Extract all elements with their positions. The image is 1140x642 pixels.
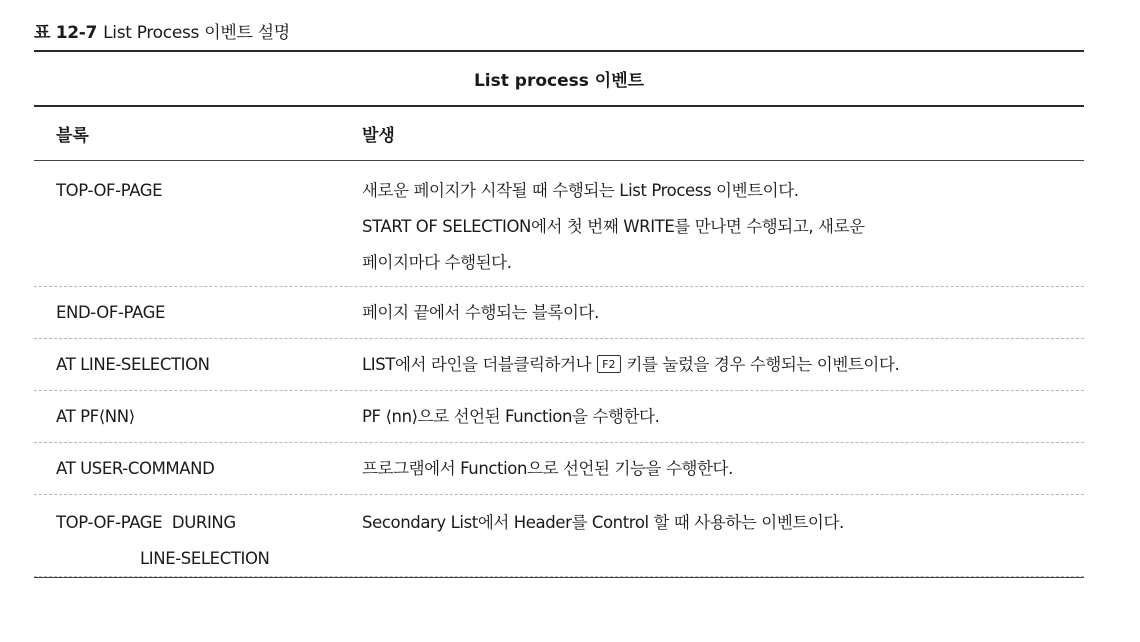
caption-text: List Process 이벤트 설명	[103, 23, 290, 43]
header-occurrence: 발생	[362, 126, 395, 146]
table-row	[34, 443, 1084, 495]
row-block-line: TOP-OF-PAGE DURING	[56, 513, 236, 532]
row-desc	[330, 339, 1084, 390]
row-desc-line: 새로운 페이지가 시작될 때 수행되는 List Process 이벤트이다.	[362, 181, 799, 200]
table-row	[34, 287, 1084, 339]
row-desc-after: 키를 눌렀을 경우 수행되는 이벤트이다.	[626, 355, 900, 374]
table-header	[34, 107, 1084, 160]
row-desc	[330, 161, 1084, 286]
row-desc-line: 페이지마다 수행된다.	[362, 253, 512, 272]
row-desc: PF ⟨nn⟩으로 선언된 Function을 수행한다.	[362, 407, 660, 426]
header-block: 블록	[56, 126, 89, 146]
table-title: List process 이벤트	[473, 71, 645, 91]
table-row	[34, 161, 1084, 287]
row-block: AT PF⟨NN⟩	[56, 407, 135, 426]
caption-number: 표 12-7	[34, 23, 98, 43]
table-row	[34, 339, 1084, 391]
row-block: TOP-OF-PAGE	[56, 181, 163, 200]
row-desc-before: LIST에서 라인을 더블클릭하거나	[362, 355, 592, 374]
table-row	[34, 391, 1084, 443]
bottom-rule	[34, 577, 1084, 578]
row-block: END-OF-PAGE	[56, 303, 166, 322]
row-desc: 페이지 끝에서 수행되는 블록이다.	[362, 303, 599, 322]
table-caption	[34, 18, 290, 43]
row-block: AT LINE-SELECTION	[56, 355, 210, 374]
row-block	[34, 495, 330, 576]
row-desc: 프로그램에서 Function으로 선언된 기능을 수행한다.	[362, 459, 733, 478]
f2-key-icon: F2	[597, 355, 620, 373]
row-desc-line: START OF SELECTION에서 첫 번째 WRITE를 만나면 수행되고, 새로운	[362, 217, 865, 236]
row-desc: Secondary List에서 Header를 Control 할 때 사용하는 이벤트이다.	[362, 513, 844, 532]
row-block-line: LINE-SELECTION	[140, 549, 270, 568]
row-block: AT USER-COMMAND	[56, 459, 215, 478]
event-table	[34, 50, 1084, 578]
table-row	[34, 495, 1084, 577]
